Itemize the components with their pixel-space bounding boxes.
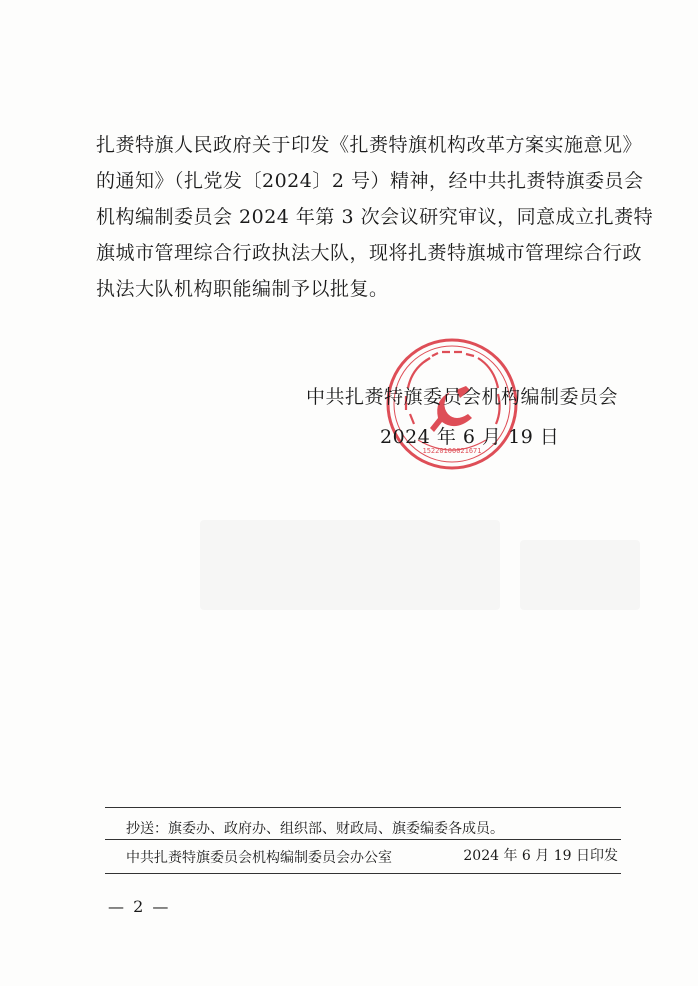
scan-smudge — [200, 520, 500, 610]
footer-divider — [105, 807, 621, 808]
body-line: 的通知》（扎党发〔2024〕2 号）精神，经中共扎赉特旗委员会 — [96, 170, 644, 192]
body-line: 执法大队机构职能编制予以批复。 — [96, 278, 389, 300]
footer-divider — [105, 839, 621, 840]
issuer-office: 中共扎赉特旗委员会机构编制委员会办公室 — [126, 850, 392, 866]
print-date: 2024 年 6 月 19 日印发 — [463, 848, 618, 864]
signature-date: 2024 年 6 月 19 日 — [380, 426, 560, 448]
body-line: 扎赉特旗人民政府关于印发《扎赉特旗机构改革方案实施意见》 — [96, 134, 643, 156]
scan-smudge — [520, 540, 640, 610]
body-line: 旗城市管理综合行政执法大队，现将扎赉特旗城市管理综合行政 — [96, 242, 643, 264]
page-number: — 2 — — [108, 897, 171, 916]
cc-list: 抄送：旗委办、政府办、组织部、财政局、旗委编委各成员。 — [126, 821, 504, 837]
document-body — [96, 127, 654, 307]
seal-number: 15220100021671 — [422, 447, 482, 455]
body-line: 机构编制委员会 2024 年第 3 次会议研究审议，同意成立扎赉特 — [96, 206, 654, 228]
footer-divider — [105, 873, 621, 874]
signature-organization: 中共扎赉特旗委员会机构编制委员会 — [306, 386, 619, 408]
